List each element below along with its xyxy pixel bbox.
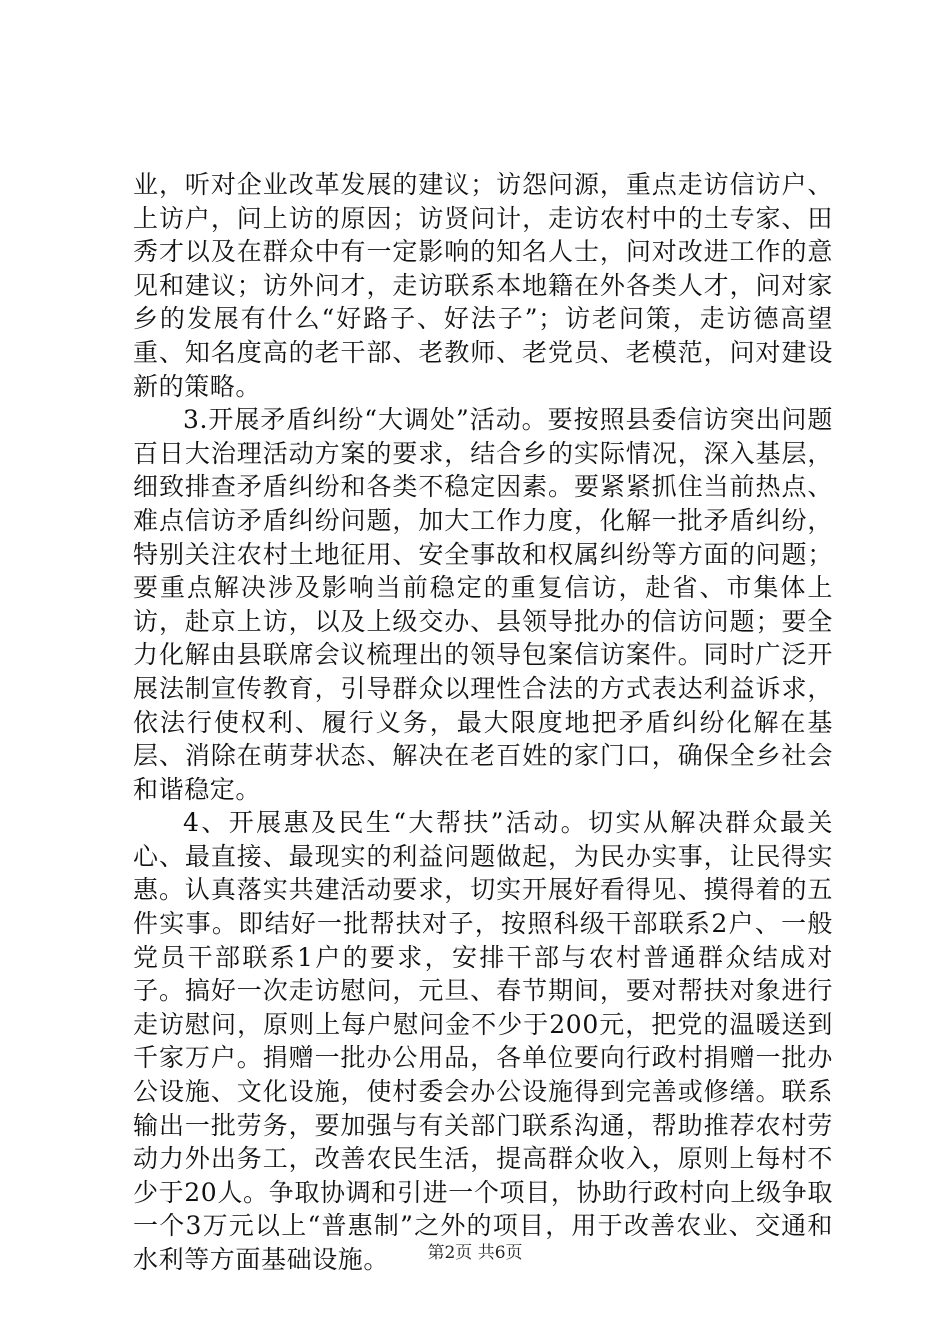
document-body [133,168,833,1277]
paragraph-item-3: 3.开展矛盾纠纷“大调处”活动。要按照县委信访突出问题百日大治理活动方案的要求，结合乡的实际情况，深入基层，细致排查矛盾纠纷和各类不稳定因素。要紧紧抓住当前热点、难点信访矛盾纠纷问题，加大工作力度，化解一批矛盾纠纷，特别关注农村土地征用、安全事故和权属纠纷等方面的问题；要重点解决涉及影响当前稳定的重复信访，赴省、市集体上访，赴京上访，以及上级交办、县领导批办的信访问题；要全力化解由县联席会议梳理出的领导包案信访案件。同时广泛开展法制宣传教育，引导群众以理性合法的方式表达利益诉求，依法行使权利、履行义务，最大限度地把矛盾纠纷化解在基层、消除在萌芽状态、解决在老百姓的家门口，确保全乡社会和谐稳定。 [133,405,833,804]
page-footer: 第2页 共6页 [427,1243,523,1263]
paragraph-item-4: 4、开展惠及民生“大帮扶”活动。切实从解决群众最关心、最直接、最现实的利益问题做起，为民办实事，让民得实惠。认真落实共建活动要求，切实开展好看得见、摸得着的五件实事。即结好一批帮扶对子，按照科级干部联系2户、一般党员干部联系1户的要求，安排干部与农村普通群众结成对子。搞好一次走访慰问，元旦、春节期间，要对帮扶对象进行走访慰问，原则上每户慰问金不少于200元，把党的温暖送到千家万户。捐赠一批办公用品，各单位要向行政村捐赠一批办公设施、文化设施，使村委会办公设施得到完善或修缮。联系输出一批劳务，要加强与有关部门联系沟通，帮助推荐农村劳动力外出务工，改善农民生活，提高群众收入，原则上每村不少于20人。争取协调和引进一个项目，协助行政村向上级争取一个3万元以上“普惠制”之外的项目，用于改善农业、交通和水利等方面基础设施。 [133,808,833,1274]
paragraph-continuation: 业，听对企业改革发展的建议；访怨问源，重点走访信访户、上访户，问上访的原因；访贤问计，走访农村中的土专家、田秀才以及在群众中有一定影响的知名人士，问对改进工作的意见和建议；访外问才，走访联系本地籍在外各类人才，问对家乡的发展有什么“好路子、好法子”；访老问策，走访德高望重、知名度高的老干部、老教师、老党员、老模范，问对建设新的策略。 [133,170,833,401]
